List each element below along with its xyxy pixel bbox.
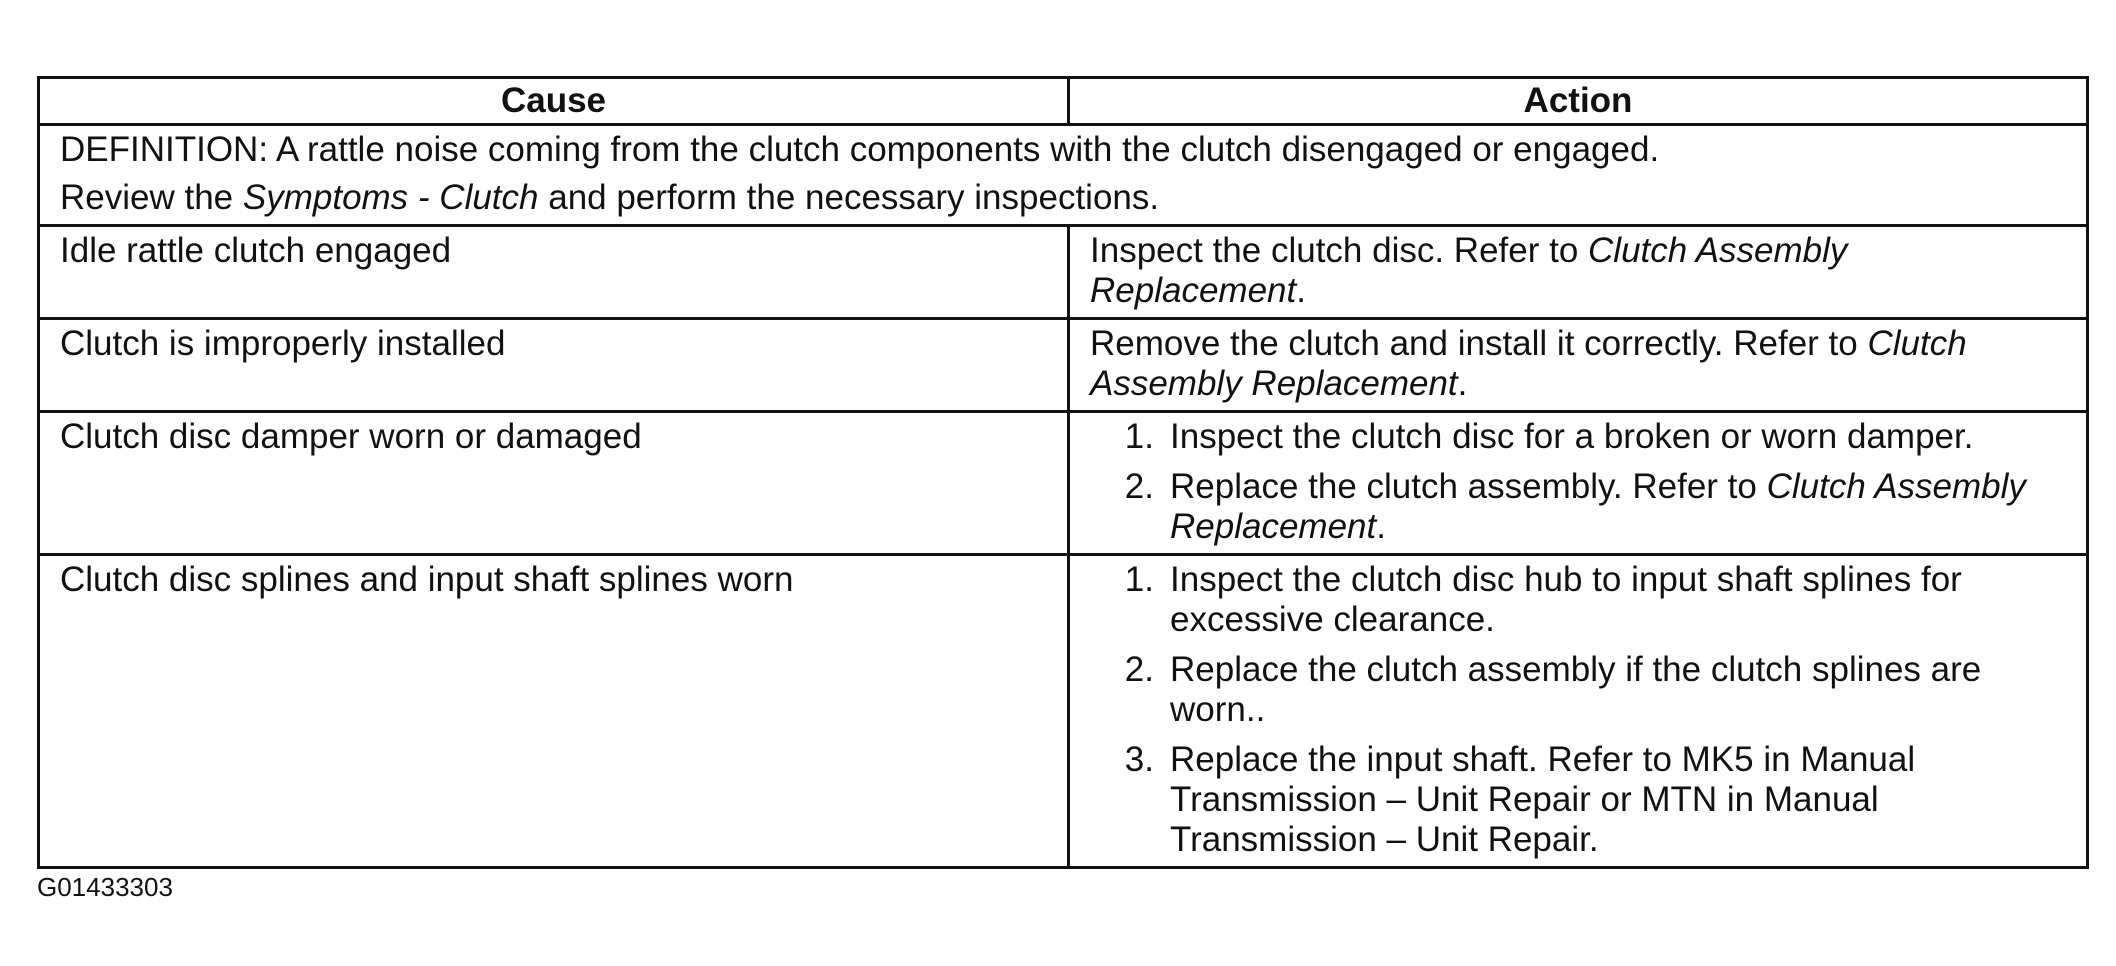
action-cell (1070, 556, 2086, 866)
cause-cell: Clutch disc splines and input shaft splines worn (40, 556, 1070, 866)
step-text: Inspect the clutch disc hub to input shaft splines for excessive clearance. (1170, 560, 1962, 639)
header-action: Action (1523, 81, 1633, 120)
action-cell (1070, 320, 2086, 410)
definition-text: DEFINITION: A rattle noise coming from the clutch components with the clutch disengaged or engaged. (60, 130, 1660, 169)
step-list (1090, 417, 2066, 547)
list-item (1090, 417, 2066, 457)
action-post: . (1457, 364, 1468, 403)
table-row (40, 553, 2086, 866)
action-cell (1070, 227, 2086, 317)
step-text-post: . (1376, 507, 1386, 546)
list-item (1090, 560, 2066, 640)
step-text (1170, 417, 2066, 457)
diagnostic-table (37, 76, 2089, 869)
step-text-pre: Inspect the clutch disc for a broken or worn damper. (1170, 417, 1974, 456)
action-reference: Clutch Assembly Replacement (1090, 231, 1848, 310)
table-row (40, 317, 2086, 410)
action-cell (1070, 413, 2086, 553)
action-pre: Inspect the clutch disc. Refer to (1090, 231, 1589, 270)
step-number: 3. (1124, 740, 1154, 779)
action-pre: Remove the clutch and install it correctly. Refer to (1090, 324, 1868, 363)
table-row (40, 224, 2086, 317)
step-text (1170, 467, 2066, 547)
header-cause: Cause (40, 79, 1070, 123)
step-list (1090, 560, 2066, 860)
step-number: 2. (1124, 467, 1154, 506)
cause-cell: Idle rattle clutch engaged (40, 227, 1070, 317)
list-item (1090, 740, 2066, 860)
definition-cell (40, 126, 2086, 224)
step-number: 2. (1124, 650, 1154, 689)
action-post: . (1296, 271, 1306, 310)
step-text: Replace the input shaft. Refer to MK5 in Manual Transmission – Unit Repair or MTN in Manual Transmission – Unit Repair. (1170, 740, 1916, 859)
review-text (60, 178, 2066, 218)
figure-code: G01433303 (37, 872, 173, 902)
step-number: 1. (1124, 417, 1154, 456)
table-row (40, 410, 2086, 553)
definition-row (40, 123, 2086, 224)
step-text: Replace the clutch assembly if the clutch splines are worn.. (1170, 650, 1982, 729)
step-reference: Clutch Assembly Replacement (1170, 467, 2026, 546)
list-item (1090, 467, 2066, 547)
review-link: Symptoms - Clutch (242, 178, 539, 217)
review-pre: Review the (60, 178, 243, 217)
cause-cell: Clutch is improperly installed (40, 320, 1070, 410)
cause-cell: Clutch disc damper worn or damaged (40, 413, 1070, 553)
review-post: and perform the necessary inspections. (538, 178, 1160, 217)
step-text-pre: Replace the clutch assembly. Refer to (1170, 467, 1767, 506)
list-item (1090, 650, 2066, 730)
table-header-row (40, 79, 2086, 123)
step-number: 1. (1124, 560, 1154, 599)
action-reference: Clutch Assembly Replacement (1090, 324, 1967, 403)
